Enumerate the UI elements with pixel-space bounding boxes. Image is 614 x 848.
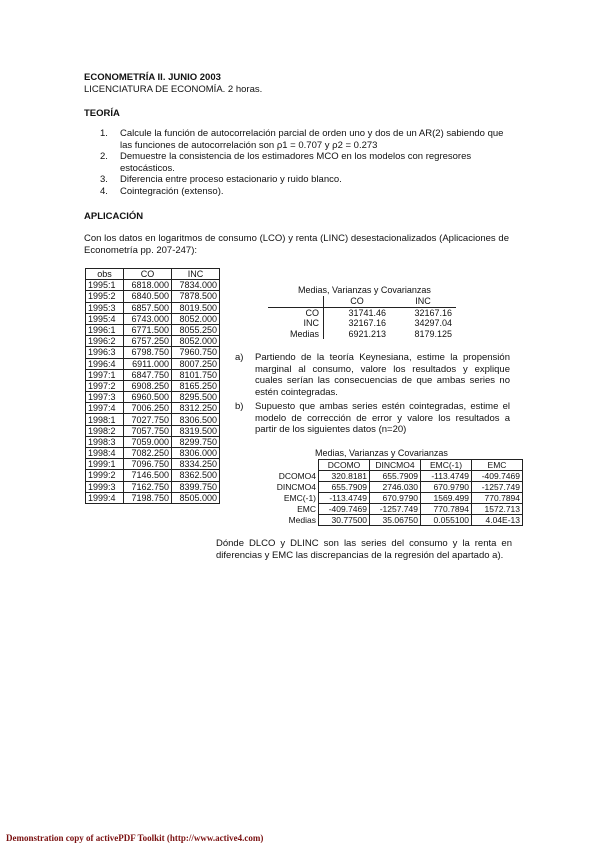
value-cell: 30.77500 [319,515,370,526]
table-header-row [86,269,220,280]
table-row [86,403,220,414]
value-cell: 8007.250 [172,358,220,369]
obs-cell: 1996:3 [86,347,124,358]
table-row [86,425,220,436]
row-label: DINCMO4 [268,482,319,493]
value-cell: 670.9790 [370,493,421,504]
question-a: a) Partiendo de la teoría Keynesiana, estime la propensión marginal al consumo, valore los resultados y explique cuales serían las consecuencias de que ambas series no estén cointegradas. [235,352,510,398]
obs-cell: 1998:2 [86,425,124,436]
value-cell: 6840.500 [124,291,172,302]
question-list [235,352,510,436]
value-cell: 4.04E-13 [472,515,523,526]
data-table [85,268,220,504]
value-cell: -1257.749 [370,504,421,515]
value-cell: 7082.250 [124,448,172,459]
obs-cell: 1998:4 [86,448,124,459]
obs-cell: 1999:1 [86,459,124,470]
value-cell: 7198.750 [124,492,172,503]
column-header: CO [324,296,391,307]
table-row [86,313,220,324]
value-cell: 320.8181 [319,471,370,482]
value-cell: 8312.250 [172,403,220,414]
value-cell: -1257.749 [472,482,523,493]
row-label: Medias [268,515,319,526]
table-row [86,291,220,302]
aplicacion-intro: Con los datos en logaritmos de consumo (LCO) y renta (LINC) desestacionalizados (Aplicaciones de Econometría pp. 207-247): [84,233,509,256]
obs-cell: 1995:3 [86,302,124,313]
value-cell: 8319.500 [172,425,220,436]
question-b: b) Supuesto que ambas series estén cointegradas, estime el modelo de corrección de error y valore los resultados a partir de los siguientes datos (n=20) [235,401,510,435]
exam-subtitle: LICENCIATURA DE ECONOMÍA. 2 horas. [84,84,263,95]
value-cell: 6847.750 [124,369,172,380]
value-cell: 6757.250 [124,336,172,347]
obs-cell: 1997:4 [86,403,124,414]
value-cell: 8052.000 [172,313,220,324]
table-row [86,324,220,335]
value-cell: 6960.500 [124,392,172,403]
table-row [86,492,220,503]
aplicacion-heading: APLICACIÓN [84,211,144,222]
row-label: DCOMO4 [268,471,319,482]
value-cell: 8362.500 [172,470,220,481]
value-cell: 8299.750 [172,436,220,447]
table-row [86,358,220,369]
note-paragraph: Dónde DLCO y DLINC son las series del consumo y la renta en diferencias y EMC las discrepancias de la regresión del apartado a). [216,538,512,561]
obs-cell: 1997:2 [86,380,124,391]
value-cell: 7878.500 [172,291,220,302]
table-row [268,493,523,504]
value-cell: 7057.750 [124,425,172,436]
teoria-list [96,128,516,197]
table-row [268,471,523,482]
obs-cell: 1997:3 [86,392,124,403]
column-header: DINCMO4 [370,460,421,471]
teoria-heading: TEORÍA [84,108,120,119]
value-cell: 6911.000 [124,358,172,369]
value-cell: 8052.000 [172,336,220,347]
value-cell: 7960.750 [172,347,220,358]
table-row [268,515,523,526]
value-cell: 7096.750 [124,459,172,470]
obs-cell: 1995:1 [86,280,124,291]
value-cell: 7162.750 [124,481,172,492]
obs-cell: 1998:3 [86,436,124,447]
table-row [86,380,220,391]
row-label: EMC(-1) [268,493,319,504]
table-row [86,369,220,380]
table-row [86,481,220,492]
value-cell: 1569.499 [421,493,472,504]
column-header: EMC [472,460,523,471]
table-row [86,436,220,447]
value-cell: 6908.250 [124,380,172,391]
column-header: CO [124,269,172,280]
cov-table-1 [268,296,456,339]
value-cell: 0.055100 [421,515,472,526]
exam-title: ECONOMETRÍA II. JUNIO 2003 [84,72,221,83]
obs-cell: 1995:4 [86,313,124,324]
obs-cell: 1999:4 [86,492,124,503]
value-cell: 6818.000 [124,280,172,291]
value-cell: 8055.250 [172,324,220,335]
value-cell: 670.9790 [421,482,472,493]
teoria-item: 1. Calcule la función de autocorrelación parcial de orden uno y dos de un AR(2) sabiendo que las funciones de autocorrelación son ρ1 = 0.707 y ρ2 = 0.273 [100,128,504,151]
column-header: EMC(-1) [421,460,472,471]
watermark-footer: Demonstration copy of activePDF Toolkit (http://www.active4.com) [6,833,264,843]
value-cell: 770.7894 [472,493,523,504]
table-row: INC 32167.16 34297.04 [268,318,456,329]
column-header: obs [86,269,124,280]
value-cell: 8505.000 [172,492,220,503]
value-cell: 8295.500 [172,392,220,403]
teoria-item: 3. Diferencia entre proceso estacionario y ruido blanco. [100,174,342,185]
value-cell: 7027.750 [124,414,172,425]
value-cell: 7006.250 [124,403,172,414]
value-cell: -113.4749 [421,471,472,482]
obs-cell: 1999:2 [86,470,124,481]
value-cell: 6798.750 [124,347,172,358]
value-cell: 7834.000 [172,280,220,291]
table-row: Medias 6921.213 8179.125 [268,329,456,340]
value-cell: 8165.250 [172,380,220,391]
teoria-item: 4. Cointegración (extenso). [100,185,224,197]
obs-cell: 1996:1 [86,324,124,335]
table-row [86,280,220,291]
table-row: CO 31741.46 32167.16 [268,307,456,318]
table-row [86,392,220,403]
row-label: EMC [268,504,319,515]
value-cell: 655.7909 [370,471,421,482]
table-row [268,504,523,515]
cov-table-1-title: Medias, Varianzas y Covarianzas [298,285,431,295]
teoria-item: 2. Demuestre la consistencia de los estimadores MCO en los modelos con regresores estocásticos. [100,151,472,174]
table-row [86,302,220,313]
value-cell: 1572.713 [472,504,523,515]
value-cell: -409.7469 [472,471,523,482]
value-cell: 8019.500 [172,302,220,313]
obs-cell: 1996:2 [86,336,124,347]
value-cell: 655.7909 [319,482,370,493]
column-header: DCOMO [319,460,370,471]
value-cell: 7146.500 [124,470,172,481]
value-cell: 8334.250 [172,459,220,470]
table-row [86,448,220,459]
table-row [86,459,220,470]
column-header [268,296,324,307]
value-cell: 8399.750 [172,481,220,492]
value-cell: 770.7894 [421,504,472,515]
value-cell: 7059.000 [124,436,172,447]
obs-cell: 1997:1 [86,369,124,380]
value-cell: 8306.000 [172,448,220,459]
table-row [86,347,220,358]
obs-cell: 1995:2 [86,291,124,302]
obs-cell: 1999:3 [86,481,124,492]
table-header-row [268,296,456,307]
obs-cell: 1998:1 [86,414,124,425]
table-row [86,470,220,481]
table-row [268,482,523,493]
cov-table-2-title: Medias, Varianzas y Covarianzas [315,448,448,458]
table-row [86,414,220,425]
value-cell: -409.7469 [319,504,370,515]
column-header [268,460,319,471]
cov-table-2 [268,459,523,526]
value-cell: 6743.000 [124,313,172,324]
value-cell: 8306.500 [172,414,220,425]
obs-cell: 1996:4 [86,358,124,369]
value-cell: 6771.500 [124,324,172,335]
table-row [86,336,220,347]
value-cell: -113.4749 [319,493,370,504]
value-cell: 2746.030 [370,482,421,493]
value-cell: 6857.500 [124,302,172,313]
value-cell: 35.06750 [370,515,421,526]
column-header: INC [390,296,456,307]
column-header: INC [172,269,220,280]
table-header-row [268,460,523,471]
value-cell: 8101.750 [172,369,220,380]
